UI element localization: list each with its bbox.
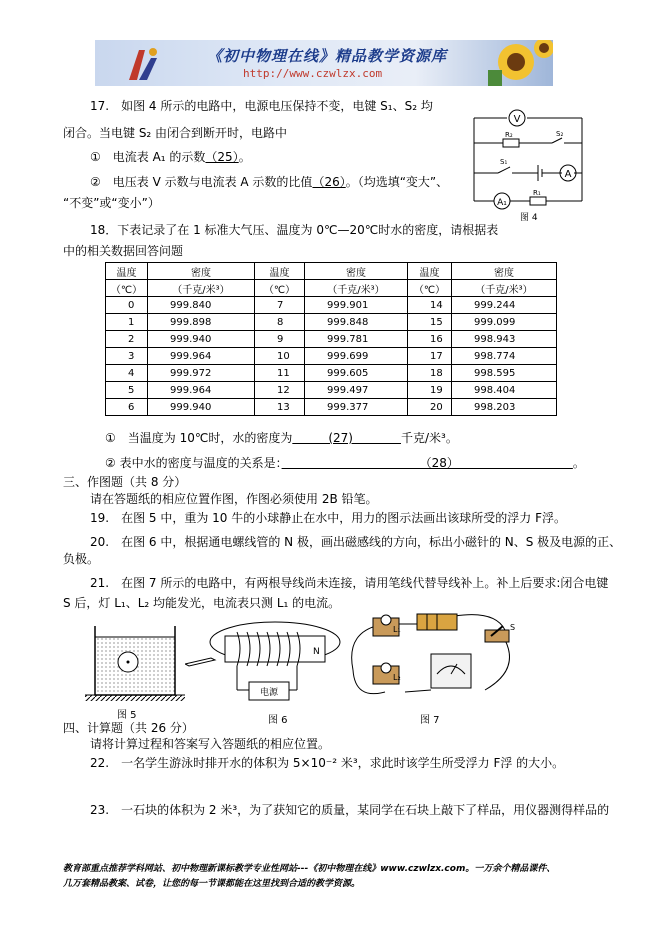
switch-label: S	[510, 623, 516, 632]
banner-url: http://www.czwlzx.com	[243, 67, 383, 80]
answer-blank-28: （28）	[281, 456, 573, 470]
s1-label: S₁	[500, 158, 508, 166]
figure-4-caption: 图 4	[520, 213, 538, 221]
section4-instruction: 请将计算过程和答案写入答题纸的相应位置。	[90, 737, 331, 751]
figure-7-circuit	[345, 610, 525, 710]
q21-line1: 21. 在图 7 所示的电路中，有两根导线尚未连接，请用笔线代替导线补上。补上后要求:闭合电键	[90, 576, 609, 590]
lamp-l1-icon	[381, 615, 391, 625]
power-label: 电源	[259, 688, 279, 698]
q18-line1: 18．下表记录了在 1 标准大气压、温度为 0℃—20℃时水的密度，请根据表	[90, 223, 499, 237]
table-row: 3 999.964 10 999.699 17 998.774	[106, 348, 557, 365]
table-row: 2 999.940 9 999.781 16 998.943	[106, 331, 557, 348]
q17-sub1: ① 电流表 A₁ 的示数（25）。	[90, 150, 251, 164]
figure-7-caption: 图 7	[420, 715, 440, 726]
q21-line2: S 后，灯 L₁、L₂ 均能发光，电流表只测 L₁ 的电流。	[63, 596, 341, 610]
q18-sub1: ① 当温度为 10℃时，水的密度为 (27) 千克/米³。	[105, 431, 458, 445]
site-logo	[123, 44, 163, 84]
answer-blank-26: （26）	[312, 175, 346, 189]
q17-sub2-line2: “不变”或“变小”）	[63, 196, 160, 210]
table-row: 1 999.898 8 999.848 15 999.099	[106, 314, 557, 331]
compass-needle	[185, 658, 215, 666]
banner-title: 《初中物理在线》精品教学资源库	[207, 47, 448, 65]
ammeter-label: A	[564, 169, 572, 180]
figure-5-caption: 图 5	[117, 710, 137, 721]
footer-line-2: 几万套精品教案、试卷，让您的每一节课都能在这里找到合适的教学资源。	[63, 879, 361, 889]
answer-blank-27: (27)	[292, 431, 401, 445]
page-footer	[63, 862, 555, 892]
q22-text: 22. 一名学生游泳时排开水的体积为 5×10⁻² 米³，求此时该学生所受浮力 F浮 的大小。	[90, 756, 565, 770]
q20-line2: 负极。	[63, 552, 100, 566]
table-row: 6 999.940 13 999.377 20 998.203	[106, 399, 557, 416]
lamp-l1-label: L₁	[393, 625, 401, 634]
r2-label: R₂	[505, 131, 513, 139]
table-header-row: 温度 密度 温度 密度 温度 密度	[106, 263, 557, 280]
table-row: 4 999.972 11 999.605 18 998.595	[106, 365, 557, 382]
q19-text: 19. 在图 5 中，重为 10 牛的小球静止在水中，用力的图示法画出该球所受的浮力 F浮。	[90, 511, 566, 525]
q18-line2: 中的相关数据回答问题	[63, 244, 184, 258]
answer-blank-25: （25）	[205, 150, 239, 164]
figure-5-beaker	[85, 622, 185, 712]
q17-line1: 17. 如图 4 所示的电路中，电源电压保持不变，电键 S₁、S₂ 均	[90, 99, 433, 113]
table-unit-row: （℃） （千克/米³） （℃） （千克/米³） （℃） （千克/米³）	[106, 280, 557, 297]
ammeter-device-icon	[431, 654, 471, 688]
ammeter-a1-label: A₁	[497, 198, 507, 208]
q23-text: 23. 一石块的体积为 2 米³，为了获知它的质量，某同学在石块上敲下了样品，用仪器测得样品的	[90, 803, 610, 817]
q17-line2: 闭合。当电键 S₂ 由闭合到断开时，电路中	[63, 126, 288, 140]
r1-label: R₁	[533, 189, 541, 197]
s2-label: S₂	[556, 130, 564, 138]
lamp-l2-label: L₂	[393, 673, 401, 682]
footer-line-1: 教育部重点推荐学科网站、初中物理新课标教学专业性网站---《初中物理在线》www.czwlzx.com。一万余个精品课件、	[63, 864, 556, 874]
q17-sub2: ② 电压表 V 示数与电流表 A 示数的比值（26）。（均选填“变大”、	[90, 175, 449, 189]
figure-4-circuit	[470, 103, 590, 221]
sunflower-decoration	[480, 40, 553, 86]
voltmeter-label: V	[513, 114, 521, 125]
section3-instruction: 请在答题纸的相应位置作图，作图必须使用 2B 铅笔。	[90, 492, 378, 506]
table-row: 5 999.964 12 999.497 19 998.404	[106, 382, 557, 399]
n-pole-label: N	[313, 647, 320, 657]
header-banner	[95, 40, 553, 86]
lamp-l2-icon	[381, 663, 391, 673]
figure-6-solenoid	[185, 618, 345, 710]
q18-sub2: ② 表中水的密度与温度的关系是： （28） 。	[105, 456, 585, 470]
figure-6-caption: 图 6	[268, 715, 288, 726]
table-row: 0 999.840 7 999.901 14 999.244	[106, 297, 557, 314]
section4-title: 四、计算题（共 26 分）	[63, 721, 194, 735]
water-density-table	[105, 262, 557, 416]
section3-title: 三、作图题（共 8 分）	[63, 475, 187, 489]
q20-line1: 20. 在图 6 中，根据通电螺线管的 N 极，画出磁感线的方向，标出小磁针的 N、S 极及电源的正、	[90, 535, 622, 549]
